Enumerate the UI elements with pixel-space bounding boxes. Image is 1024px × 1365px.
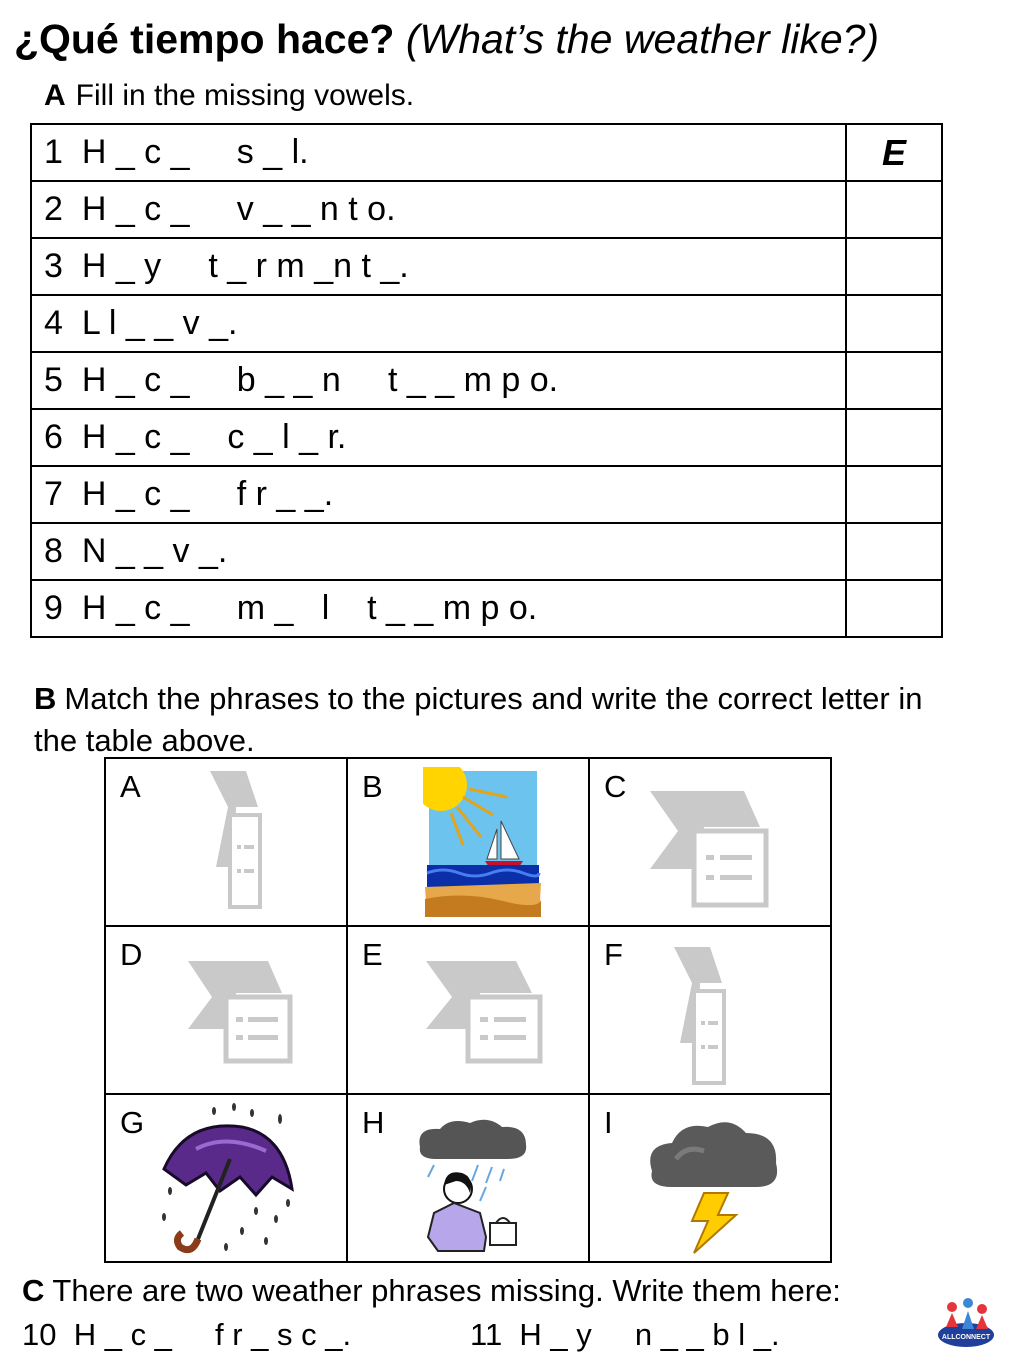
vowel-row [31, 295, 942, 352]
picture-letter: D [120, 937, 143, 972]
answer-cell[interactable] [846, 352, 942, 409]
phrase-text: H _ y n _ _ b l _. [519, 1317, 780, 1352]
section-a-instruction: Fill in the missing vowels. [75, 79, 415, 112]
vowel-row [31, 124, 942, 181]
phrase-text: H _ c _ b _ _ n t _ _ m p o. [81, 361, 559, 399]
vowel-row [31, 181, 942, 238]
vowel-row [31, 466, 942, 523]
title-main: ¿Qué tiempo hace? [14, 16, 395, 62]
vowel-row [31, 238, 942, 295]
vowel-phrase [31, 580, 846, 637]
phrase-text: H _ c _ c _ l _ r. [81, 418, 347, 456]
sunny-sailboat-picture [423, 767, 543, 919]
section-c-heading [22, 1270, 841, 1312]
section-a-heading [44, 78, 414, 114]
placeholder-landscape-icon [648, 787, 774, 911]
picture-letter: C [604, 769, 627, 804]
picture-cell-c [589, 758, 831, 926]
vowel-phrase [31, 466, 846, 523]
logo-text: ALLCONNECT [941, 1334, 991, 1341]
vowel-phrase [31, 409, 846, 466]
answer-cell[interactable] [846, 523, 942, 580]
answer-cell[interactable] [846, 466, 942, 523]
answer-cell[interactable] [846, 181, 942, 238]
phrase-text: H _ y t _ r m _n t _. [81, 247, 409, 285]
row-number: 2 [44, 190, 63, 228]
allconnect-logo [936, 1295, 996, 1353]
umbrella-rain-picture [156, 1099, 306, 1257]
phrase-text: H _ c _ v _ _ n t o. [81, 190, 396, 228]
vowel-row [31, 523, 942, 580]
vowel-row [31, 352, 942, 409]
phrase-number: 10 [22, 1317, 57, 1352]
placeholder-landscape-icon [186, 957, 296, 1067]
picture-cell-h [347, 1094, 589, 1262]
vowel-phrase [31, 523, 846, 580]
picture-cell-a [105, 758, 347, 926]
phrase-text: N _ _ v _. [81, 532, 228, 570]
row-number: 3 [44, 247, 63, 285]
vowel-row [31, 580, 942, 637]
phrase-text: H _ c _ s _ l. [81, 133, 309, 171]
section-a-letter: A [44, 79, 66, 112]
row-number: 7 [44, 475, 63, 513]
placeholder-landscape-icon [424, 957, 548, 1067]
picture-cell-b [347, 758, 589, 926]
vowel-phrase [31, 295, 846, 352]
page-title [14, 12, 879, 66]
answer-cell[interactable] [846, 580, 942, 637]
phrase-text: H _ c _ m _ l t _ _ m p o. [81, 589, 538, 627]
picture-cell-e [347, 926, 589, 1094]
placeholder-portrait-icon [670, 943, 734, 1089]
section-b-instruction: Match the phrases to the pictures and write the correct letter in the table above. [34, 681, 923, 758]
picture-letter: H [362, 1105, 385, 1140]
answer-cell[interactable]: E [846, 124, 942, 181]
picture-letter: I [604, 1105, 613, 1140]
storm-cloud-lightning-picture [646, 1115, 782, 1255]
answer-cell[interactable] [846, 238, 942, 295]
vowel-phrase [31, 181, 846, 238]
picture-cell-i [589, 1094, 831, 1262]
vowel-table [30, 123, 943, 638]
answer-cell[interactable] [846, 409, 942, 466]
section-c-instruction: There are two weather phrases missing. Write them here: [52, 1273, 841, 1308]
picture-cell-f [589, 926, 831, 1094]
picture-letter: G [120, 1105, 145, 1140]
picture-cell-g [105, 1094, 347, 1262]
section-b-heading [34, 678, 934, 762]
phrase-number: 11 [470, 1317, 503, 1352]
row-number: 4 [44, 304, 63, 342]
row-number: 5 [44, 361, 63, 399]
section-b-letter: B [34, 681, 57, 716]
picture-letter: B [362, 769, 383, 804]
answer-cell[interactable] [846, 295, 942, 352]
section-c-letter: C [22, 1273, 45, 1308]
picture-grid [104, 757, 832, 1263]
missing-phrase-11 [470, 1314, 780, 1356]
row-number: 8 [44, 532, 63, 570]
title-translation: (What’s the weather like?) [405, 16, 880, 62]
phrase-text: H _ c _ f r _ _. [81, 475, 334, 513]
vowel-phrase [31, 124, 846, 181]
vowel-phrase [31, 238, 846, 295]
picture-cell-d [105, 926, 347, 1094]
vowel-phrase [31, 352, 846, 409]
phrase-text: H _ c _ f r _ s c _. [73, 1317, 352, 1352]
row-number: 9 [44, 589, 63, 627]
picture-letter: E [362, 937, 383, 972]
phrase-text: L l _ _ v _. [81, 304, 238, 342]
missing-phrase-10 [22, 1314, 351, 1356]
row-number: 6 [44, 418, 63, 456]
vowel-row [31, 409, 942, 466]
row-number: 1 [44, 133, 63, 171]
placeholder-portrait-icon [206, 767, 270, 913]
cloud-rain-person-picture [414, 1117, 534, 1255]
picture-letter: A [120, 769, 141, 804]
picture-letter: F [604, 937, 623, 972]
